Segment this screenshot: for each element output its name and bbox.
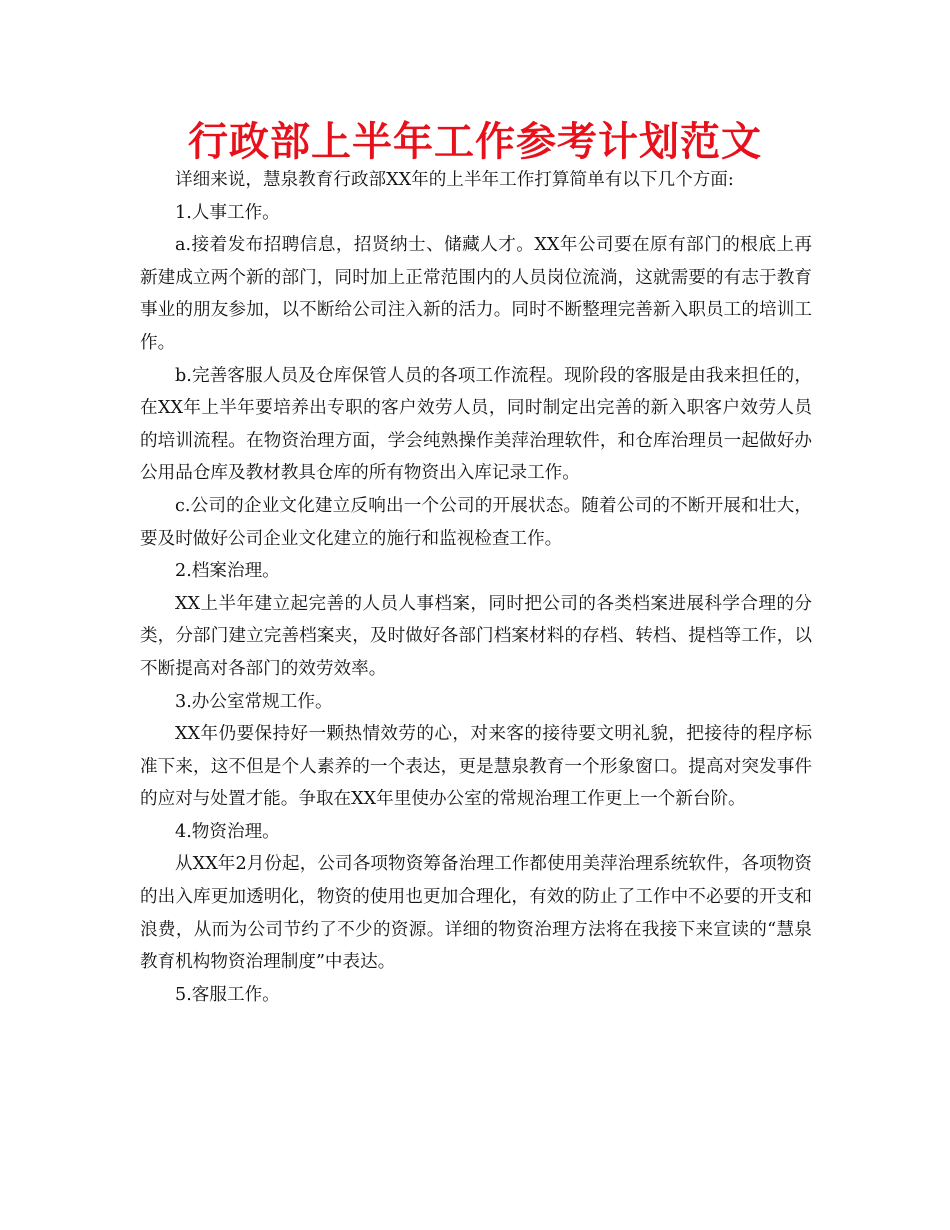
- paragraph-archives: XX上半年建立起完善的人员人事档案，同时把公司的各类档案进展科学合理的分类，分部门建立完善档案夹，及时做好各部门档案材料的存档、转档、提档等工作，以不断提高对各部门的效劳效率。: [140, 593, 812, 679]
- section-heading-personnel: 1.人事工作。: [175, 202, 280, 223]
- paragraph-personnel-c: c.公司的企业文化建立反响出一个公司的开展状态。随着公司的不断开展和壮大，要及时做好公司企业文化建立的施行和监视检查工作。: [140, 495, 812, 549]
- paragraph-personnel-b: b.完善客服人员及仓库保管人员的各项工作流程。现阶段的客服是由我来担任的，在XX年上半年要培养出专职的客户效劳人员，同时制定出完善的新入职客户效劳人员的培训流程。在物资治理方面，学会纯熟操作美萍治理软件，和仓库治理员一起做好办公用品仓库及教材教具仓库的所有物资出入库记录工作。: [140, 365, 812, 484]
- paragraph-personnel-a: a.接着发布招聘信息，招贤纳士、储藏人才。XX年公司要在原有部门的根底上再新建成立两个新的部门，同时加上正常范围内的人员岗位流淌，这就需要的有志于教育事业的朋友参加，以不断给公司注入新的活力。同时不断整理完善新入职员工的培训工作。: [140, 235, 812, 353]
- section-heading-customer-service: 5.客服工作。: [175, 984, 280, 1005]
- document-body: [140, 164, 812, 1011]
- section-heading-archives: 2.档案治理。: [175, 561, 280, 582]
- intro-paragraph: 详细来说，慧泉教育行政部XX年的上半年工作打算简单有以下几个方面:: [175, 170, 734, 190]
- paragraph-office: XX年仍要保持好一颗热情效劳的心，对来客的接待要文明礼貌，把接待的程序标准下来，这不但是个人素养的一个表达，更是慧泉教育一个形象窗口。提高对突发事件的应对与处置才能。争取在XX年里使办公室的常规治理工作更上一个新台阶。: [140, 724, 812, 810]
- document-title: 行政部上半年工作参考计划范文: [188, 119, 762, 165]
- section-heading-office: 3.办公室常规工作。: [175, 691, 333, 712]
- paragraph-materials: 从XX年2月份起，公司各项物资筹备治理工作都使用美萍治理系统软件，各项物资的出入库更加透明化，物资的使用也更加合理化，有效的防止了工作中不必要的开支和浪费，从而为公司节约了不少的资源。详细的物资治理方法将在我接下来宣读的“慧泉教育机构物资治理制度”中表达。: [140, 854, 812, 973]
- section-heading-materials: 4.物资治理。: [175, 821, 280, 842]
